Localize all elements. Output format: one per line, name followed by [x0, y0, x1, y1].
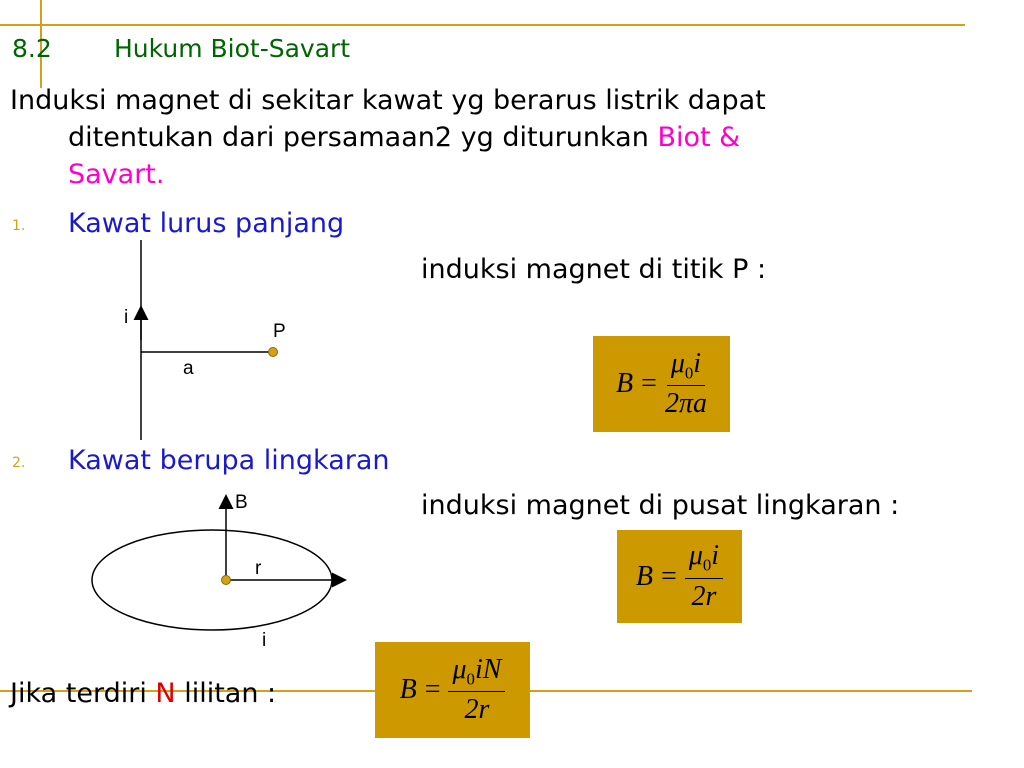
item-2-heading: Kawat berupa lingkaran [68, 445, 390, 476]
formula-3-denominator: 2r [464, 694, 490, 726]
formula-1-mu: μ [670, 347, 685, 379]
formula-3-sub: 0 [466, 669, 475, 689]
intro-line-2-text: ditentukan dari persamaan2 yg diturunkan [68, 122, 649, 153]
slide-title: Hukum Biot-Savart [114, 34, 351, 63]
item-2-description: induksi magnet di pusat lingkaran : [421, 490, 900, 521]
closing-text-after: lilitan : [184, 678, 277, 709]
formula-1-numerator [667, 348, 705, 387]
formula-2-equals: = [661, 560, 677, 592]
circular-loop-diagram [92, 497, 344, 630]
label-field-b: B [235, 492, 248, 513]
formula-2-fraction [685, 540, 723, 613]
formula-3-numerator [448, 654, 505, 693]
straight-wire-diagram [141, 240, 278, 440]
point-p-dot [269, 348, 278, 357]
formula-2-num-rest: i [711, 540, 720, 572]
formula-1-num-rest: i [693, 347, 702, 379]
formula-1-lhs: B [616, 368, 634, 399]
formula-3-equals: = [424, 674, 441, 705]
label-current-i-1: i [124, 307, 129, 328]
intro-line-1: Induksi magnet di sekitar kawat yg berarus listrik dapat [10, 85, 766, 116]
formula-1-fraction [665, 348, 707, 421]
formula-1-sub: 0 [684, 363, 694, 383]
formula-1-equals: = [641, 368, 657, 399]
slide-title-number: 8.2 [12, 34, 52, 63]
formula-2-sub: 0 [702, 555, 712, 575]
label-point-p: P [273, 321, 286, 342]
formula-2-lhs: B [635, 560, 654, 592]
formula-3-lhs: B [399, 674, 417, 705]
intro-highlight-savart: Savart. [68, 159, 165, 190]
formula-straight-wire [593, 336, 730, 432]
formula-n-turns [375, 642, 530, 738]
formula-3-fraction [448, 654, 505, 727]
formula-circular-loop [617, 530, 742, 623]
label-radius-r: r [255, 558, 262, 579]
center-dot [222, 576, 231, 585]
list-number-1: 1. [12, 218, 26, 234]
formula-2-mu: μ [688, 540, 703, 572]
formula-3-mu: μ [452, 653, 467, 685]
formula-3-num-rest: iN [474, 653, 502, 685]
item-1-heading: Kawat lurus panjang [68, 208, 345, 239]
intro-highlight-biot: Biot & [657, 122, 741, 153]
label-distance-a: a [183, 358, 194, 379]
closing-text-before: Jika terdiri [10, 678, 147, 709]
label-current-i-2: i [262, 630, 267, 651]
formula-2-denominator: 2r [691, 580, 717, 612]
formula-2-numerator [685, 540, 723, 579]
closing-highlight-n: N [155, 678, 176, 709]
item-1-description: induksi magnet di titik P : [421, 254, 767, 285]
formula-1-denominator: 2πa [664, 388, 707, 420]
list-number-2: 2. [12, 455, 26, 471]
